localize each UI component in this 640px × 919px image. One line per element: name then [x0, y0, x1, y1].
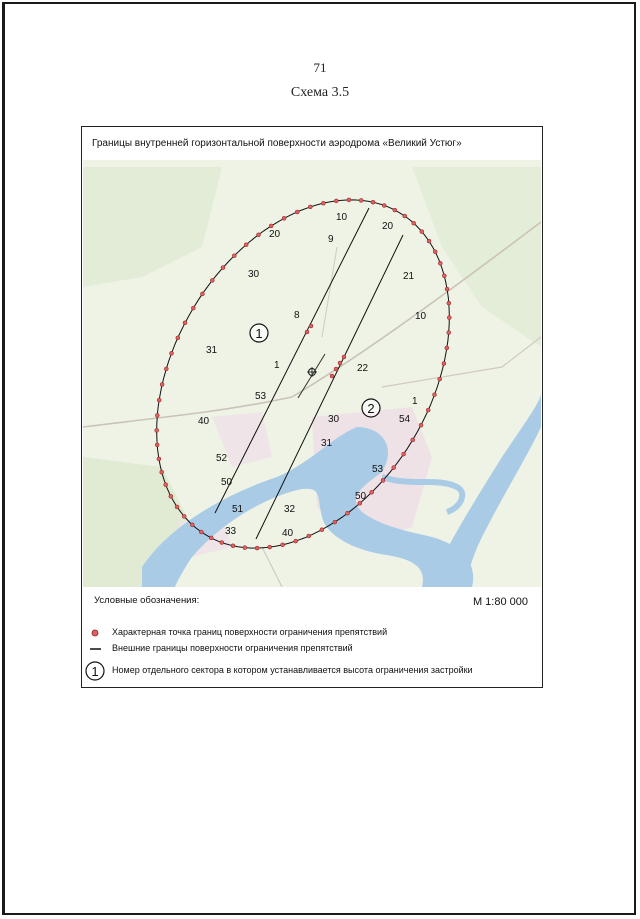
boundary-point: [346, 511, 350, 515]
height-label: 1: [412, 396, 418, 407]
boundary-point: [269, 224, 273, 228]
boundary-point: [445, 346, 449, 350]
legend-text: Характерная точка границ поверхности ограничения препятствий: [112, 627, 388, 637]
boundary-point: [392, 466, 396, 470]
boundary-point: [426, 408, 430, 412]
height-label: 21: [403, 271, 415, 282]
scheme-title: Схема 3.5: [290, 85, 350, 100]
boundary-point: [282, 216, 286, 220]
boundary-point: [371, 200, 375, 204]
map-figure: [81, 126, 543, 688]
height-label: 52: [216, 453, 228, 464]
sector-marker-2: [362, 399, 380, 417]
boundary-point: [403, 214, 407, 218]
boundary-point: [412, 221, 416, 225]
boundary-point: [157, 398, 161, 402]
boundary-point: [382, 204, 386, 208]
svg-text:1: 1: [255, 326, 263, 341]
boundary-point: [433, 250, 437, 254]
boundary-point: [420, 230, 424, 234]
boundary-point: [170, 351, 174, 355]
boundary-point: [176, 336, 180, 340]
legend-item-boundary-point: [112, 627, 387, 637]
svg-text:2: 2: [367, 401, 375, 416]
boundary-point: [164, 483, 168, 487]
boundary-point: [183, 321, 187, 325]
boundary-point: [442, 274, 446, 278]
height-label: 51: [232, 504, 244, 515]
boundary-point: [447, 316, 451, 320]
height-label: 20: [269, 229, 281, 240]
boundary-point: [210, 278, 214, 282]
boundary-point: [370, 490, 374, 494]
boundary-point: [268, 545, 272, 549]
legend-item-sector-number: [112, 665, 473, 675]
boundary-point: [182, 514, 186, 518]
boundary-point: [190, 523, 194, 527]
boundary-point: [231, 544, 235, 548]
boundary-point: [308, 205, 312, 209]
boundary-point: [330, 374, 334, 378]
boundary-point: [333, 520, 337, 524]
boundary-point: [294, 539, 298, 543]
boundary-point: [155, 413, 159, 417]
boundary-point: [438, 377, 442, 381]
boundary-point: [191, 306, 195, 310]
boundary-point: [169, 494, 173, 498]
boundary-point: [411, 438, 415, 442]
boundary-point: [334, 199, 338, 203]
height-label: 32: [284, 504, 296, 515]
boundary-point: [307, 534, 311, 538]
boundary-point: [155, 428, 159, 432]
boundary-point: [232, 254, 236, 258]
boundary-point: [419, 423, 423, 427]
boundary-point: [438, 261, 442, 265]
boundary-point: [342, 355, 346, 359]
legend-item-boundary-line: [112, 643, 353, 653]
legend-text: Номер отдельного сектора в котором устанавливается высота ограничения застройки: [112, 665, 473, 675]
map-scale: М 1:80 000: [472, 596, 528, 608]
height-label: 8: [294, 310, 300, 321]
height-label: 1: [274, 360, 280, 371]
boundary-point: [295, 210, 299, 214]
height-label: 53: [255, 391, 267, 402]
boundary-point: [209, 536, 213, 540]
boundary-point: [381, 478, 385, 482]
boundary-point: [305, 330, 309, 334]
height-label: 30: [328, 414, 340, 425]
red-dot-icon: [92, 630, 98, 636]
boundary-point: [347, 198, 351, 202]
sector-marker-1: [250, 324, 268, 342]
height-label: 40: [282, 528, 294, 539]
boundary-point: [309, 324, 313, 328]
legend-text: Внешние границы поверхности ограничения препятствий: [112, 643, 353, 653]
height-label: 22: [357, 363, 369, 374]
boundary-point: [200, 292, 204, 296]
height-label: 20: [382, 221, 394, 232]
height-label: 40: [198, 416, 210, 427]
boundary-point: [255, 546, 259, 550]
svg-text:1: 1: [91, 664, 99, 679]
boundary-point: [160, 470, 164, 474]
boundary-point: [359, 198, 363, 202]
boundary-point: [157, 457, 161, 461]
boundary-point: [334, 367, 338, 371]
legend-heading: Условные обозначения:: [94, 595, 200, 606]
boundary-point: [199, 530, 203, 534]
boundary-point: [393, 208, 397, 212]
boundary-point: [321, 201, 325, 205]
boundary-point: [445, 287, 449, 291]
boundary-point: [160, 383, 164, 387]
height-label: 9: [328, 234, 334, 245]
boundary-point: [220, 541, 224, 545]
boundary-point: [433, 393, 437, 397]
boundary-point: [243, 546, 247, 550]
boundary-point: [402, 452, 406, 456]
height-label: 54: [399, 414, 411, 425]
height-label: 50: [221, 477, 233, 488]
map-title: Границы внутренней горизонтальной поверхности аэродрома «Великий Устюг»: [92, 138, 462, 149]
boundary-point: [257, 233, 261, 237]
boundary-point: [442, 362, 446, 366]
boundary-point: [221, 266, 225, 270]
height-label: 31: [206, 345, 218, 356]
boundary-point: [427, 239, 431, 243]
boundary-point: [338, 361, 342, 365]
boundary-point: [281, 543, 285, 547]
page-number: 71: [313, 60, 327, 75]
boundary-point: [175, 505, 179, 509]
boundary-point: [155, 443, 159, 447]
height-label: 10: [336, 212, 348, 223]
height-label: 50: [355, 491, 367, 502]
boundary-point: [164, 367, 168, 371]
height-label: 53: [372, 464, 384, 475]
height-label: 31: [321, 438, 333, 449]
height-label: 10: [415, 311, 427, 322]
boundary-point: [320, 528, 324, 532]
boundary-point: [244, 243, 248, 247]
boundary-point: [447, 301, 451, 305]
height-label: 33: [225, 526, 237, 537]
height-label: 30: [248, 269, 260, 280]
boundary-point: [447, 331, 451, 335]
